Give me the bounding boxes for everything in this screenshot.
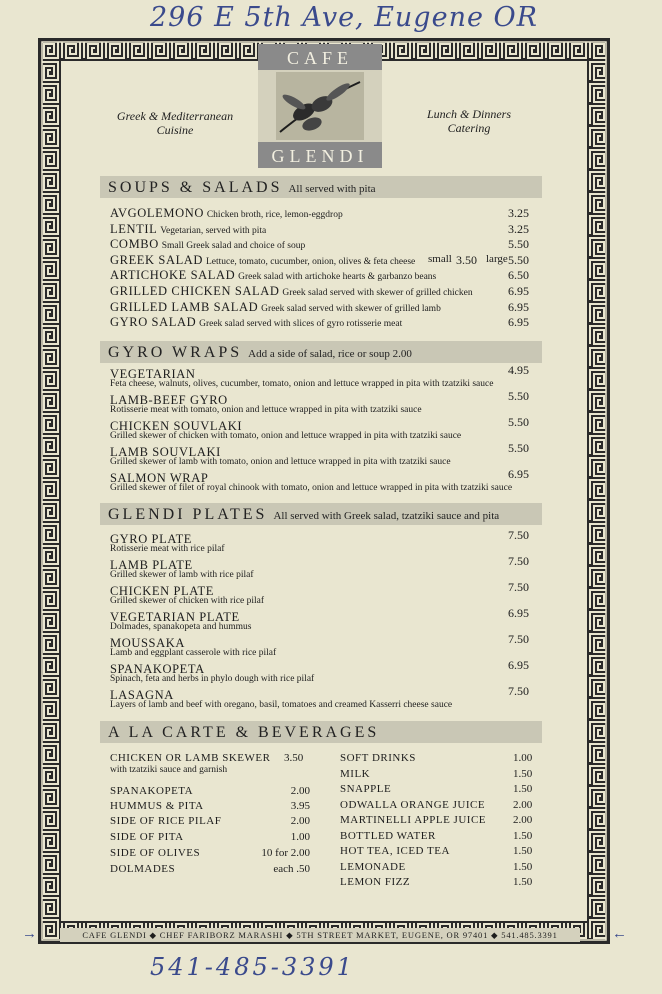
menu-item-price: 7.50 xyxy=(508,528,529,542)
menu-item-name: GYRO PLATE xyxy=(110,532,193,546)
greek-salad-large-label: large xyxy=(486,252,508,265)
menu-item-desc: Grilled skewer of chicken with tomato, onion and lettuce wrapped in pita with tzatziki sauce xyxy=(110,431,462,441)
logo-cafe-text: CAFE xyxy=(258,44,382,70)
beverage-price: 2.00 xyxy=(513,814,533,826)
greek-salad-small-price: 3.50 xyxy=(456,252,477,267)
menu-item-price: 5.50 xyxy=(508,237,529,252)
menu-item-desc: Layers of lamb and beef with oregano, basil, tomatoes and creamed Kasserri cheese sauce xyxy=(110,700,453,710)
menu-item-price: 5.50 xyxy=(508,389,529,403)
logo-glendi-text: GLENDI xyxy=(258,142,382,168)
menu-item xyxy=(110,315,402,331)
menu-item-desc: Grilled skewer of chicken with rice pilaf xyxy=(110,596,265,606)
menu-item-price: 5.50 xyxy=(508,252,529,267)
a-la-carte-item-price: 2.00 xyxy=(290,785,310,797)
a-la-carte-item-price: 3.95 xyxy=(290,800,310,812)
arrow-right-icon: → xyxy=(22,926,37,942)
menu-item-desc: Greek salad served with skewer of grilled lamb xyxy=(261,303,441,314)
beverage-price: 1.50 xyxy=(513,829,533,842)
menu-item-name: VEGETARIAN PLATE xyxy=(110,610,240,624)
beverage-name: HOT TEA, ICED TEA xyxy=(340,845,450,857)
menu-item-name: AVGOLEMONO xyxy=(110,206,204,220)
menu-item-price: 4.95 xyxy=(508,363,529,377)
beverage-name: LEMONADE xyxy=(340,860,406,873)
a-la-carte-item-name: CHICKEN OR LAMB SKEWER xyxy=(110,752,271,764)
section-header-a-la-carte: A LA CARTE & BEVERAGES xyxy=(100,721,542,743)
handwritten-phone: 541-485-3391 xyxy=(150,953,355,981)
beverage-price: 1.50 xyxy=(513,876,533,888)
beverage-name: LEMON FIZZ xyxy=(340,876,411,888)
a-la-carte-item-price: each .50 xyxy=(273,863,310,875)
menu-item-price: 5.50 xyxy=(508,441,529,455)
beverage-price: 1.50 xyxy=(513,845,533,857)
menu-item-desc: Grilled skewer of lamb with rice pilaf xyxy=(110,570,254,580)
menu-item-desc: Feta cheese, walnuts, olives, cucumber, tomato, onion and lettuce wrapped in pita with tzatziki sauce xyxy=(110,379,494,389)
menu-item-name: LAMB SOUVLAKI xyxy=(110,445,221,459)
menu-item-price: 6.95 xyxy=(508,299,529,314)
menu-item-name: GRILLED CHICKEN SALAD xyxy=(110,284,280,298)
menu-item xyxy=(110,222,266,238)
menu-item-desc: Vegetarian, served with pita xyxy=(160,225,267,236)
menu-item-desc: Chicken broth, rice, lemon-eggdrop xyxy=(206,210,343,220)
a-la-carte-item-name: SIDE OF RICE PILAF xyxy=(110,815,222,827)
menu-item-name: SALMON WRAP xyxy=(110,471,209,485)
menu-item-desc: Greek salad served with slices of gyro rotisserie meat xyxy=(199,319,403,330)
menu-item-price: 3.25 xyxy=(508,221,529,236)
section-header-glendi-plates: GLENDI PLATES All served with Greek salad, tzatziki sauce and pita xyxy=(100,503,542,525)
menu-item-price: 7.50 xyxy=(508,580,529,594)
menu-item xyxy=(110,300,441,316)
beverage-name: SNAPPLE xyxy=(340,783,392,795)
menu-item-price: 6.50 xyxy=(508,268,529,283)
menu-item xyxy=(110,253,415,269)
a-la-carte-item-name: SIDE OF PITA xyxy=(110,831,184,843)
section-header-soups-salads: SOUPS & SALADS All served with pita xyxy=(100,176,542,198)
menu-item-desc: Lettuce, tomato, cucumber, onion, olives & feta cheese xyxy=(205,256,416,267)
menu-item-name: ARTICHOKE SALAD xyxy=(110,268,236,283)
menu-item-price: 6.95 xyxy=(508,658,529,672)
a-la-carte-item-price: 3.50 xyxy=(284,752,304,764)
menu-item-name: SPANAKOPETA xyxy=(110,662,205,676)
menu-item-price: 6.95 xyxy=(508,284,529,298)
menu-item-price: 7.50 xyxy=(508,632,529,646)
beverage-name: ODWALLA ORANGE JUICE xyxy=(340,798,486,811)
menu-item-price: 7.50 xyxy=(508,684,529,698)
menu-item-price: 6.95 xyxy=(508,467,529,481)
menu-item xyxy=(110,268,436,284)
menu-item-name: LASAGNA xyxy=(110,688,174,702)
menu-item-name: CHICKEN SOUVLAKI xyxy=(110,419,243,433)
beverage-name: MARTINELLI APPLE JUICE xyxy=(340,814,487,826)
olive-branch-icon xyxy=(276,72,364,140)
menu-item-price: 7.50 xyxy=(508,554,529,568)
a-la-carte-item-price: 1.00 xyxy=(290,831,310,843)
menu-item xyxy=(110,284,473,300)
beverage-price: 1.50 xyxy=(513,860,533,873)
a-la-carte-item-name: SPANAKOPETA xyxy=(110,785,194,797)
menu-item-desc: Spinach, feta and herbs in phylo dough with rice pilaf xyxy=(110,674,315,684)
beverage-name: BOTTLED WATER xyxy=(340,829,436,842)
menu-item xyxy=(110,237,305,253)
menu-item-name: COMBO xyxy=(110,237,159,252)
menu-item-name: GRILLED LAMB SALAD xyxy=(110,299,259,314)
a-la-carte-item-name: DOLMADES xyxy=(110,863,176,875)
menu-item-name: CHICKEN PLATE xyxy=(110,584,214,598)
menu-item-price: 5.50 xyxy=(508,415,529,429)
menu-item-desc: Small Greek salad and choice of soup xyxy=(161,241,306,252)
greek-salad-small-label: small xyxy=(428,252,452,265)
beverage-price: 1.50 xyxy=(513,783,533,795)
tagline-cuisine: Greek & Mediterranean Cuisine xyxy=(116,109,234,137)
menu-item-desc: Grilled skewer of filet of royal chinook with tomato, onion and lettuce wrapped in pita with tzatziki sauce xyxy=(110,483,513,493)
tagline-catering: Lunch & Dinners Catering xyxy=(427,107,511,135)
menu-item-name: LAMB-BEEF GYRO xyxy=(110,393,228,407)
beverage-price: 1.00 xyxy=(513,752,533,764)
menu-item xyxy=(110,206,343,222)
beverage-name: SOFT DRINKS xyxy=(340,752,416,764)
menu-item-name: LAMB PLATE xyxy=(110,558,193,572)
menu-item-price: 6.95 xyxy=(508,606,529,620)
menu-footer: CAFE GLENDI ◆ CHEF FARIBORZ MARASHI ◆ 5TH STREET MARKET, EUGENE, OR 97401 ◆ 541.485.3391 xyxy=(60,928,580,942)
menu-item-desc: Grilled skewer of lamb with tomato, onion and lettuce wrapped in pita with tzatziki sauce xyxy=(110,457,451,467)
beverage-price: 1.50 xyxy=(513,767,533,780)
arrow-left-icon: ← xyxy=(612,926,627,942)
handwritten-address: 296 E 5th Ave, Eugene OR xyxy=(150,2,538,33)
menu-item-desc: Dolmades, spanakopeta and hummus xyxy=(110,622,252,632)
menu-item-name: GYRO SALAD xyxy=(110,315,197,330)
menu-item-desc: Rotisserie meat with tomato, onion and lettuce wrapped in pita with tzatziki sauce xyxy=(110,405,422,415)
beverage-name: MILK xyxy=(340,767,371,780)
a-la-carte-item-price: 2.00 xyxy=(290,815,310,827)
cafe-glendi-logo xyxy=(258,44,382,168)
menu-item-desc: Rotisserie meat with rice pilaf xyxy=(110,544,225,554)
a-la-carte-item-name: HUMMUS & PITA xyxy=(110,800,204,812)
menu-item-name: GREEK SALAD xyxy=(110,252,204,267)
a-la-carte-item-name: SIDE OF OLIVES xyxy=(110,847,201,859)
beverage-price: 2.00 xyxy=(513,798,533,811)
menu-item-desc: Greek salad with artichoke hearts & garbanzo beans xyxy=(238,272,437,283)
menu-item-desc: Lamb and eggplant casserole with rice pilaf xyxy=(110,648,277,658)
menu-item-price: 3.25 xyxy=(508,206,529,220)
menu-item-price: 6.95 xyxy=(508,315,529,330)
menu-item-name: MOUSSAKA xyxy=(110,636,185,650)
a-la-carte-item-price: 10 for 2.00 xyxy=(261,847,310,859)
menu-item-name: VEGETARIAN xyxy=(110,367,196,381)
menu-item-name: LENTIL xyxy=(110,221,158,236)
skewer-desc: with tzatziki sauce and garnish xyxy=(110,765,228,775)
menu-item-desc: Greek salad served with skewer of grilled chicken xyxy=(282,288,473,298)
section-header-gyro-wraps: GYRO WRAPS Add a side of salad, rice or soup 2.00 xyxy=(100,341,542,363)
